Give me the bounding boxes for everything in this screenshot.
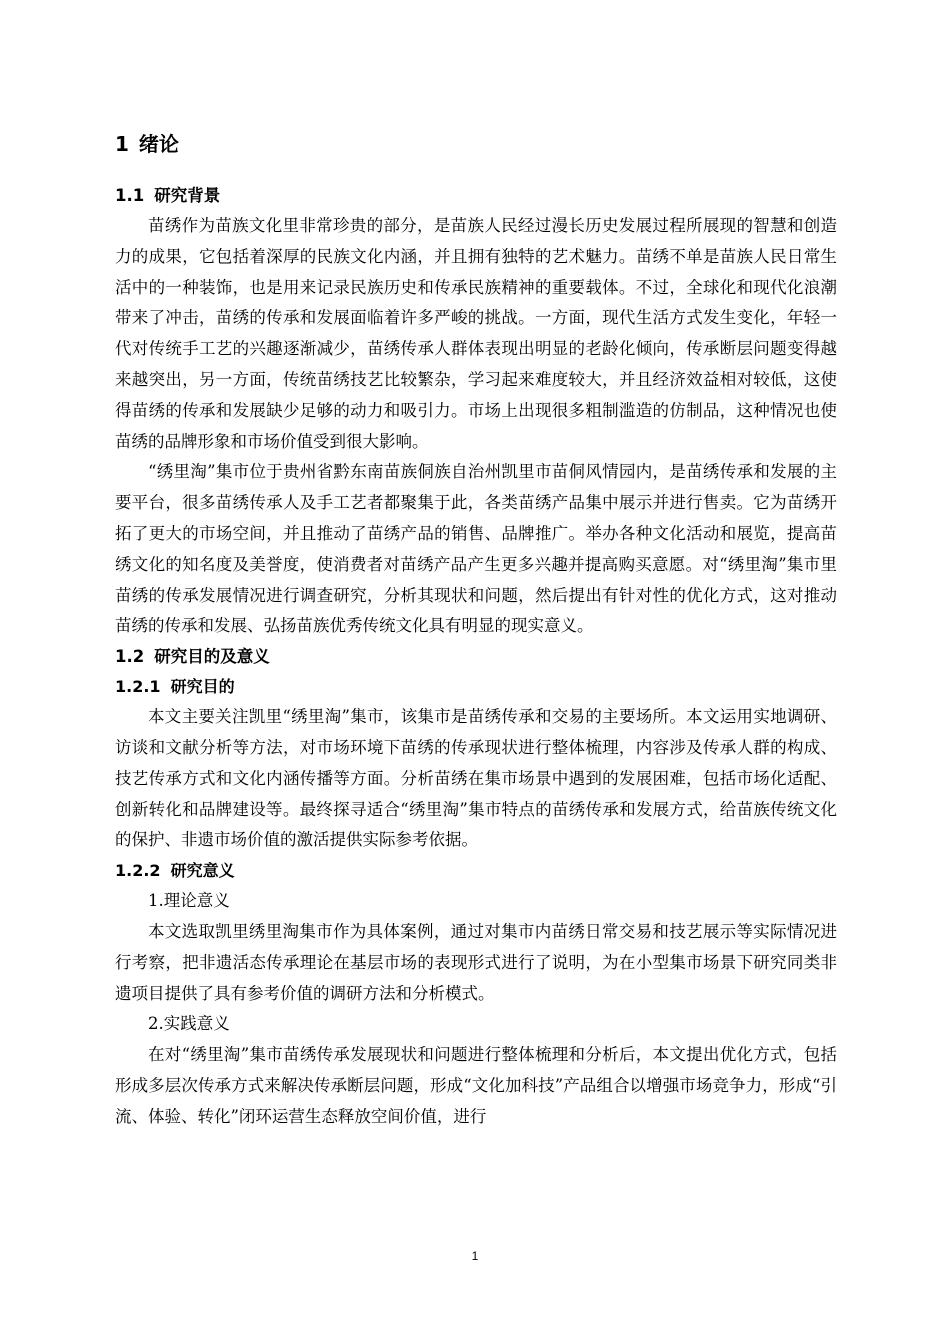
subsection-number: 1.2.2 <box>115 861 161 881</box>
paragraph-background-1: 苗绣作为苗族文化里非常珍贵的部分，是苗族人民经过漫长历史发展过程所展现的智慧和创造力的成果，它包括着深厚的民族文化内涵，并且拥有独特的艺术魅力。苗绣不单是苗族人民日常生活中的一种装饰，也是用来记录民族历史和传承民族精神的重要载体。不过，全球化和现代化浪潮带来了冲击，苗绣的传承和发展面临着许多严峻的挑战。一方面，现代生活方式发生变化，年轻一代对传统手工艺的兴趣逐渐减少，苗绣传承人群体表现出明显的老龄化倾向，传承断层问题变得越来越突出，另一方面，传统苗绣技艺比较繁杂，学习起来难度较大，并且经济效益相对较低，这使得苗绣的传承和发展缺少足够的动力和吸引力。市场上出现很多粗制滥造的仿制品，这种情况也使苗绣的品牌形象和市场价值受到很大影响。 <box>115 216 837 451</box>
page-body <box>115 130 837 1133</box>
paragraph-theory-significance: 本文选取凯里绣里淘集市作为具体案例，通过对集市内苗绣日常交易和技艺展示等实际情况进行考察，把非遗活态传承理论在基层市场的表现形式进行了说明，为在小型集市场景下研究同类非遗项目提供了具有参考价值的调研方法和分析模式。 <box>115 921 837 1003</box>
practice-significance-label: 2.实践意义 <box>148 1014 230 1034</box>
paragraph-practice-significance: 在对“绣里淘”集市苗绣传承发展现状和问题进行整体梳理和分析后，本文提出优化方式，包括形成多层次传承方式来解决传承断层问题，形成“文化加科技”产品组合以增强市场竞争力，形成“引流、体验、转化”闭环运营生态释放空间价值，进行 <box>115 1045 837 1126</box>
section-number: 1.2 <box>115 647 145 667</box>
subsection-number: 1.2.1 <box>115 677 161 697</box>
subsection-title: 研究目的 <box>170 677 235 697</box>
section-heading-1-1 <box>115 181 837 211</box>
chapter-title: 绪论 <box>138 132 179 156</box>
chapter-heading <box>115 130 837 158</box>
page-number: 1 <box>471 1249 479 1263</box>
section-title: 研究目的及意义 <box>154 647 270 667</box>
paragraph-background-2: “绣里淘”集市位于贵州省黔东南苗族侗族自治州凯里市苗侗风情园内，是苗绣传承和发展的主要平台，很多苗绣传承人及手工艺者都聚集于此，各类苗绣产品集中展示并进行售卖。它为苗绣开拓了更大的市场空间，并且推动了苗绣产品的销售、品牌推广。举办各种文化活动和展览，提高苗绣文化的知名度及美誉度，使消费者对苗绣产品产生更多兴趣并提高购买意愿。对“绣里淘”集市里苗绣的传承发展情况进行调查研究，分析其现状和问题，然后提出有针对性的优化方式，这对推动苗绣的传承和发展、弘扬苗族优秀传统文化具有明显的现实意义。 <box>115 462 837 636</box>
subsection-title: 研究意义 <box>170 861 235 881</box>
chapter-number: 1 <box>115 132 129 156</box>
paragraph-purpose: 本文主要关注凯里“绣里淘”集市，该集市是苗绣传承和交易的主要场所。本文运用实地调研、访谈和文献分析等方法，对市场环境下苗绣的传承现状进行整体梳理，内容涉及传承人群的构成、技艺传承方式和文化内涵传播等方面。分析苗绣在集市场景中遇到的发展困难，包括市场化适配、创新转化和品牌建设等。最终探寻适合“绣里淘”集市特点的苗绣传承和发展方式，给苗族传统文化的保护、非遗市场价值的激活提供实际参考依据。 <box>115 707 837 850</box>
theory-significance-label: 1.理论意义 <box>148 891 230 911</box>
section-title: 研究背景 <box>154 186 221 205</box>
section-heading-1-2 <box>115 642 837 672</box>
section-number: 1.1 <box>115 186 145 205</box>
subsection-heading-1-2-2 <box>115 856 837 886</box>
subsection-heading-1-2-1 <box>115 672 837 702</box>
